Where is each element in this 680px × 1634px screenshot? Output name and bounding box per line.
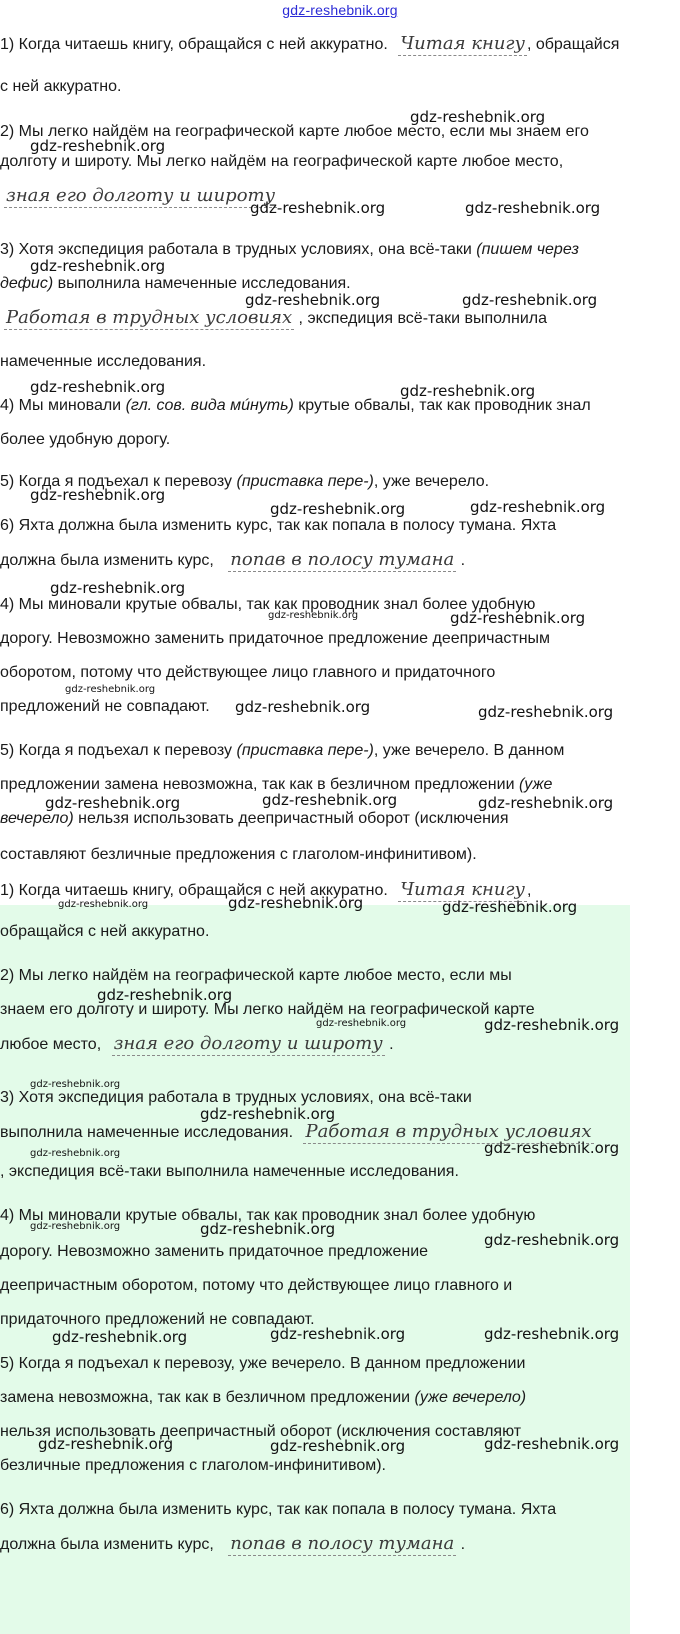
watermark: gdz-reshebnik.org (235, 698, 371, 716)
watermark: gdz-reshebnik.org (484, 1231, 620, 1249)
answer-line: дорогу. Невозможно заменить придаточное предложение деепричастным (0, 630, 551, 647)
watermark: gdz-reshebnik.org (442, 898, 578, 916)
answer-line: 1) Когда читаешь книгу, обращайся с ней аккуратно. Читая книгу , обращайся (0, 33, 620, 54)
handwritten-answer: Работая в трудных условиях (6, 307, 293, 328)
summary-line: 1) Когда читаешь книгу, обращайся с ней аккуратно. Читая книгу , (0, 879, 532, 900)
summary-line: придаточного предложений не совпадают. (0, 1311, 315, 1328)
answer-line: должна была изменить курс, попав в полосу тумана . (0, 549, 466, 570)
summary-line: 6) Яхта должна была изменить курс, так как попала в полосу тумана. Яхта (0, 1501, 557, 1518)
handwritten-answer: попав в полосу тумана (230, 549, 455, 570)
summary-line: замена невозможна, так как в безличном предложении (уже вечерело) (0, 1389, 527, 1406)
answer-line: долготу и широту. Мы легко найдём на географической карте любое место, (0, 153, 564, 170)
handwritten-answer: Работая в трудных условиях (305, 1121, 592, 1142)
watermark: gdz-reshebnik.org (38, 1435, 174, 1453)
watermark: gdz-reshebnik.org (45, 794, 181, 812)
watermark: gdz-reshebnik.org (484, 1325, 620, 1343)
summary-line: 3) Хотя экспедиция работала в трудных условиях, она всё-таки (0, 1089, 472, 1106)
site-header (0, 2, 680, 20)
watermark: gdz-reshebnik.org (30, 1079, 121, 1090)
watermark: gdz-reshebnik.org (478, 703, 614, 721)
watermark: gdz-reshebnik.org (30, 1148, 121, 1159)
summary-line: нельзя использовать деепричастный оборот (исключения составляют (0, 1423, 522, 1440)
answer-line: предложении замена невозможна, так как в безличном предложении (уже (0, 776, 553, 793)
answer-line: предложений не совпадают. (0, 698, 210, 715)
watermark: gdz-reshebnik.org (262, 791, 398, 809)
watermark: gdz-reshebnik.org (200, 1105, 336, 1123)
watermark: gdz-reshebnik.org (52, 1328, 188, 1346)
answer-line: 4) Мы миновали крутые обвалы, так как проводник знал более удобную (0, 596, 536, 613)
watermark: gdz-reshebnik.org (65, 684, 156, 695)
watermark: gdz-reshebnik.org (400, 382, 536, 400)
watermark: gdz-reshebnik.org (250, 199, 386, 217)
answer-line (4, 186, 277, 207)
watermark: gdz-reshebnik.org (30, 137, 166, 155)
watermark: gdz-reshebnik.org (30, 1221, 121, 1232)
watermark: gdz-reshebnik.org (484, 1435, 620, 1453)
answer-line: вечерело) нельзя использовать деепричастный оборот (исключения (0, 810, 509, 827)
watermark: gdz-reshebnik.org (484, 1139, 620, 1157)
watermark: gdz-reshebnik.org (270, 500, 406, 518)
summary-line: должна была изменить курс, попав в полосу тумана . (0, 1533, 466, 1554)
summary-line: , экспедиция всё-таки выполнила намеченные исследования. (0, 1163, 459, 1180)
answer-line: дефис) выполнила намеченные исследования. (0, 275, 351, 292)
watermark: gdz-reshebnik.org (270, 1437, 406, 1455)
answer-line: составляют безличные предложения с глаголом-инфинитивом). (0, 846, 477, 863)
answer-line: Работая в трудных условиях , экспедиция всё-таки выполнила (6, 307, 548, 328)
watermark: gdz-reshebnik.org (470, 498, 606, 516)
answer-line: 5) Когда я подъехал к перевозу (приставка пере-), уже вечерело. В данном (0, 742, 565, 759)
watermark: gdz-reshebnik.org (484, 1016, 620, 1034)
answer-line: оборотом, потому что действующее лицо главного и придаточного (0, 664, 496, 681)
answer-line: намеченные исследования. (0, 353, 207, 370)
summary-line: деепричастным оборотом, потому что действующее лицо главного и (0, 1277, 513, 1294)
handwritten-answer: зная его долготу и широту (6, 185, 276, 206)
watermark: gdz-reshebnik.org (200, 1220, 336, 1238)
watermark: gdz-reshebnik.org (270, 1325, 406, 1343)
watermark: gdz-reshebnik.org (450, 609, 586, 627)
summary-line: безличные предложения с глаголом-инфинитивом). (0, 1457, 386, 1474)
watermark: gdz-reshebnik.org (228, 894, 364, 912)
summary-line: обращайся с ней аккуратно. (0, 923, 210, 940)
handwritten-answer: Читая книгу (400, 33, 525, 54)
summary-line: 5) Когда я подъехал к перевозу, уже вечерело. В данном предложении (0, 1355, 526, 1372)
answer-line: более удобную дорогу. (0, 431, 171, 448)
watermark: gdz-reshebnik.org (50, 579, 186, 597)
handwritten-answer: зная его долготу и широту (113, 1033, 383, 1054)
answer-line: с ней аккуратно. (0, 78, 122, 95)
summary-line: выполнила намеченные исследования. Работая в трудных условиях (0, 1121, 592, 1142)
summary-line: любое место, зная его долготу и широту . (0, 1033, 394, 1054)
watermark: gdz-reshebnik.org (30, 257, 166, 275)
summary-line: 2) Мы легко найдём на географической карте любое место, если мы (0, 967, 512, 984)
summary-line: дорогу. Невозможно заменить придаточное предложение (0, 1243, 429, 1260)
answer-line: 3) Хотя экспедиция работала в трудных условиях, она всё-таки (пишем через (0, 241, 579, 258)
watermark: gdz-reshebnik.org (410, 108, 546, 126)
handwritten-answer: попав в полосу тумана (230, 1533, 455, 1554)
answer-line: 4) Мы миновали (гл. сов. вида мúнуть) крутые обвалы, так как проводник знал (0, 397, 591, 414)
summary-line: 4) Мы миновали крутые обвалы, так как проводник знал более удобную (0, 1207, 536, 1224)
answer-line: 5) Когда я подъехал к перевозу (приставка пере-), уже вечерело. (0, 473, 490, 490)
handwritten-answer: Читая книгу (400, 879, 525, 900)
watermark: gdz-reshebnik.org (268, 610, 359, 621)
answer-line: 2) Мы легко найдём на географической карте любое место, если мы знаем его (0, 123, 589, 140)
watermark: gdz-reshebnik.org (316, 1018, 407, 1029)
answer-line: 6) Яхта должна была изменить курс, так как попала в полосу тумана. Яхта (0, 517, 557, 534)
watermark: gdz-reshebnik.org (245, 291, 381, 309)
watermark: gdz-reshebnik.org (30, 486, 166, 504)
watermark: gdz-reshebnik.org (478, 794, 614, 812)
watermark: gdz-reshebnik.org (58, 899, 149, 910)
watermark: gdz-reshebnik.org (30, 378, 166, 396)
site-link[interactable]: gdz-reshebnik.org (282, 2, 398, 18)
watermark: gdz-reshebnik.org (465, 199, 601, 217)
summary-line: знаем его долготу и широту. Мы легко найдём на географической карте (0, 1001, 535, 1018)
watermark: gdz-reshebnik.org (462, 291, 598, 309)
watermark: gdz-reshebnik.org (97, 986, 233, 1004)
